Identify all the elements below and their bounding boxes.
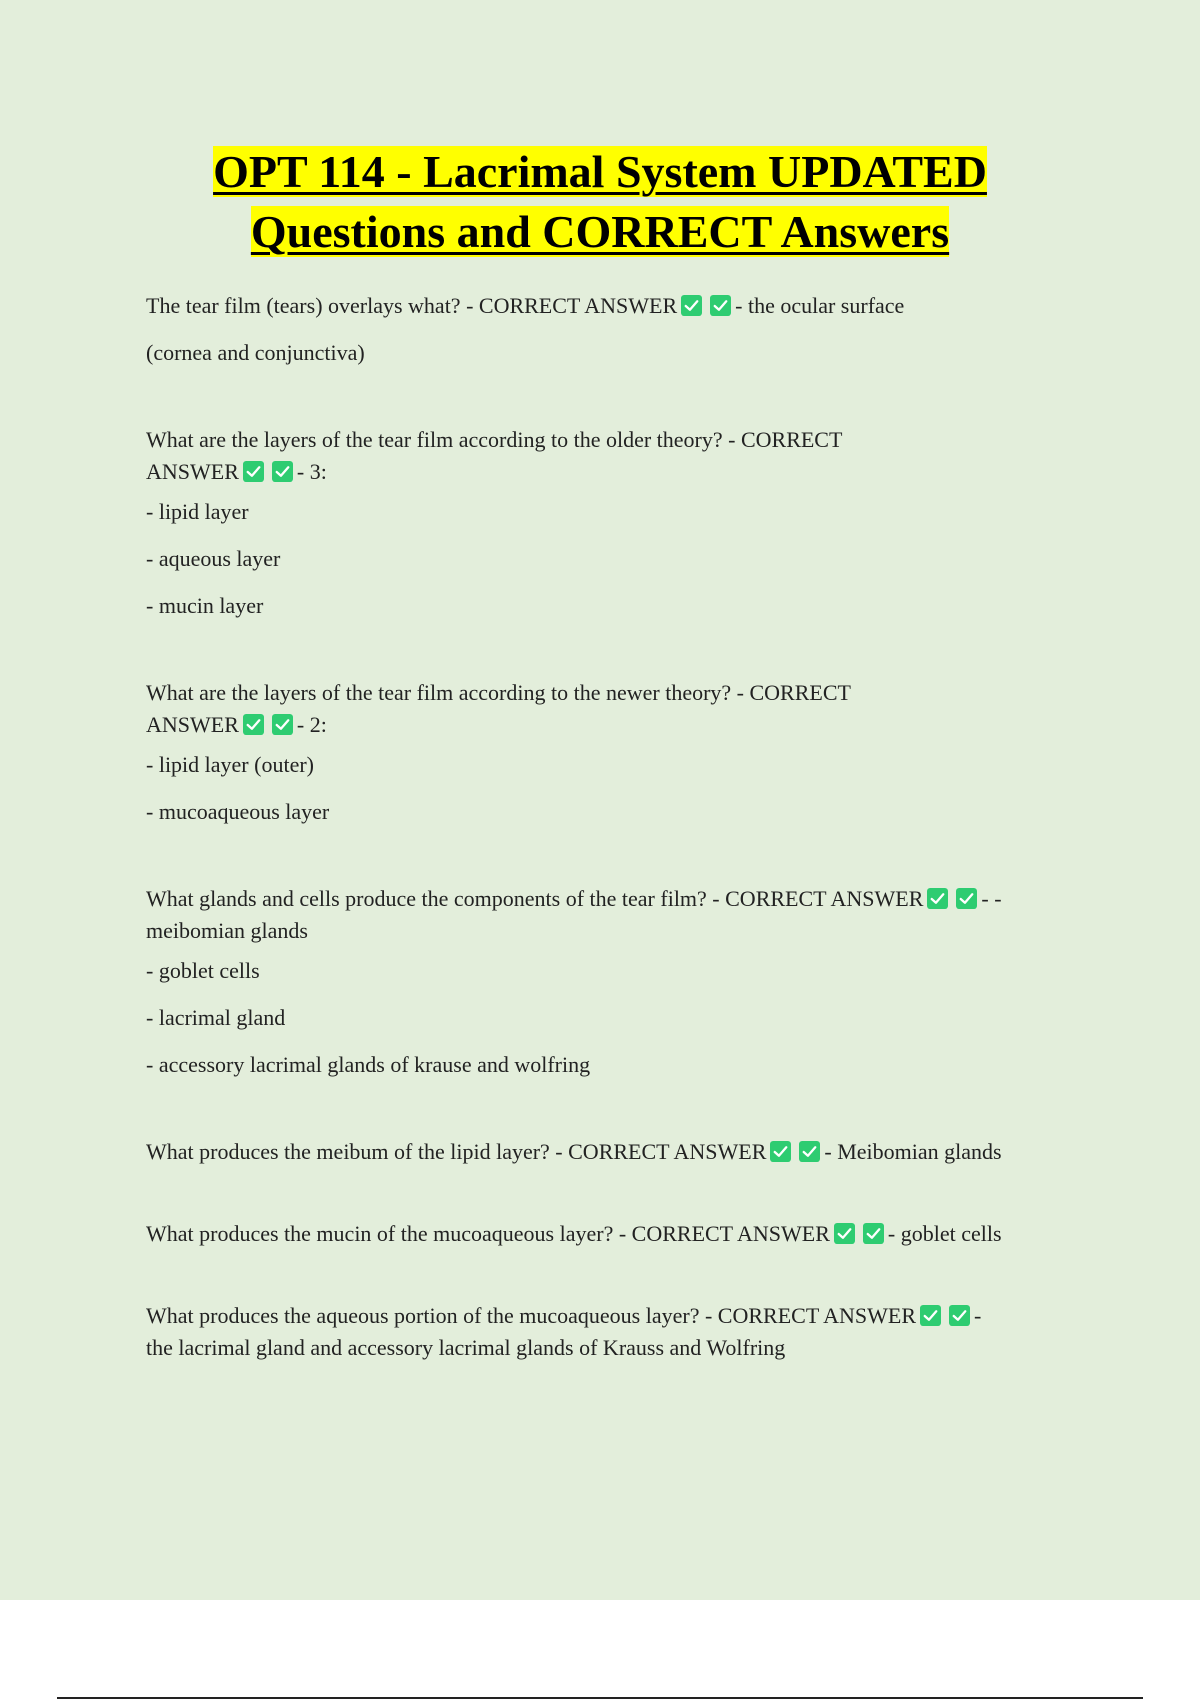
check-icon [681,295,702,316]
list-item: - mucin layer [146,593,264,618]
answer-text: - 3: [296,459,327,484]
question-continuation: ANSWER [146,712,239,737]
answer-text: - goblet cells [887,1221,1002,1246]
qa-item-4 [146,883,1096,1088]
question-text: What are the layers of the tear film according to the older theory? - CORRECT [146,427,843,452]
title-line-1: OPT 114 - Lacrimal System UPDATED [213,146,987,197]
check-icon [243,714,264,735]
qa-item-1 [146,282,1096,376]
check-icon [799,1141,820,1162]
answer-text: - Meibomian glands [824,1139,1002,1164]
list-item: - goblet cells [146,958,260,983]
list-item: - accessory lacrimal glands of krause and wolfring [146,1052,591,1077]
question-text: What glands and cells produce the components of the tear film? - CORRECT ANSWER [146,886,924,911]
qa-list [146,282,1096,1364]
answer-text: - 2: [296,712,327,737]
qa-item-6 [146,1218,1096,1250]
question-text: The tear film (tears) overlays what? - CORRECT ANSWER [146,293,678,318]
answer-text: - the ocular surface [735,293,905,318]
check-icon [272,461,293,482]
check-icon [272,714,293,735]
question-text: What produces the aqueous portion of the mucoaqueous layer? - CORRECT ANSWER [146,1303,917,1328]
answer-text: - [974,1303,982,1328]
question-text: What produces the mucin of the mucoaqueous layer? - CORRECT ANSWER [146,1221,830,1246]
check-icon [920,1305,941,1326]
footer-rule [57,1697,1143,1699]
qa-item-2 [146,424,1096,629]
question-text: What are the layers of the tear film according to the newer theory? - CORRECT [146,680,851,705]
list-item: - mucoaqueous layer [146,799,330,824]
answer-continuation: the lacrimal gland and accessory lacrimal glands of Krauss and Wolfring [146,1335,786,1360]
qa-item-5 [146,1136,1096,1168]
qa-item-3 [146,677,1096,835]
document-title [0,142,1200,262]
check-icon [770,1141,791,1162]
answer-continuation: meibomian glands [146,918,308,943]
question-continuation: ANSWER [146,459,239,484]
check-icon [927,888,948,909]
check-icon [956,888,977,909]
list-item: - lacrimal gland [146,1005,286,1030]
question-text: What produces the meibum of the lipid layer? - CORRECT ANSWER [146,1139,767,1164]
qa-item-7 [146,1300,1096,1364]
list-item: - aqueous layer [146,546,281,571]
title-line-2: Questions and CORRECT Answers [250,206,950,257]
list-item: - lipid layer [146,499,249,524]
check-icon [949,1305,970,1326]
check-icon [710,295,731,316]
list-item: - lipid layer (outer) [146,752,314,777]
check-icon [243,461,264,482]
answer-text: - - [981,886,1002,911]
check-icon [863,1223,884,1244]
answer-continuation: (cornea and conjunctiva) [146,340,365,365]
check-icon [834,1223,855,1244]
